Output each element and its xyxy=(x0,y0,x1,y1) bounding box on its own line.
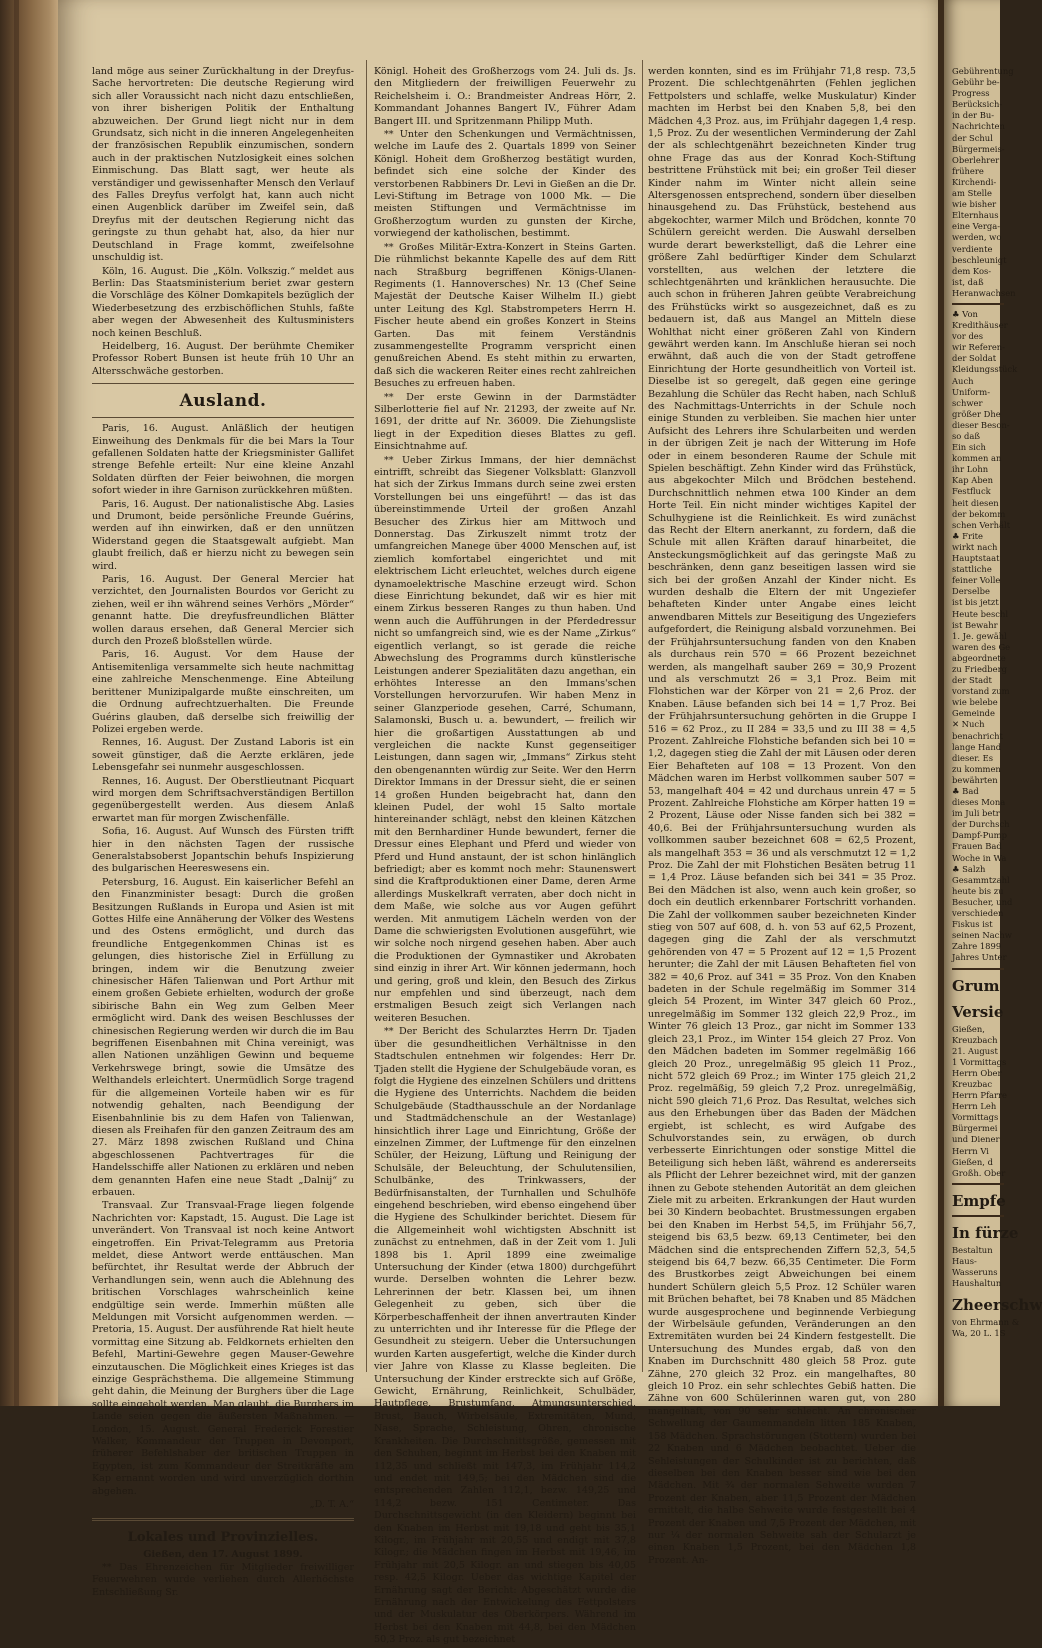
adjacent-line: werden, wo xyxy=(952,232,1002,243)
adjacent-line: Woche in Wa xyxy=(952,852,1007,863)
adjacent-line: seinen Nachw xyxy=(952,930,1012,941)
article-paragraph: werden konnten, sind es im Frühjahr 71,8 resp. 73,5 Prozent. Die schlechtgenährten (Fehlen jeglichen Fettpolsters und schlaffe, welke Muskulatur) Kinder machten im Herbst bei den Knaben 5,8, bei den Mädchen 4,3 Proz. aus, im Frühjahr dagegen 1,4 resp. 1,5 Proz. Zu der wesentlichen Verminderung der Zahl der als schlechtgenährt bezeichneten Kinder trug ohne Frage das aus der Konrad Koch-Stiftung bestrittene Frühstück mit bei; ein großer Teil dieser Kinder nahm im Winter nicht allein seine Altersgenossen entsprechend, sondern über dieselben hinausgehend zu. Das Frühstück, bestehend aus abgekochter, warmer Milch und Brödchen, konnte 70 Schülern gereicht werden. Die Auswahl derselben wurde derart bewerkstelligt, daß die Lehrer eine größere Zahl bedürftiger Kinder dem Schularzt vorstellten, aus welchen der letztere die schlechtgenährten und kränklichen herausuchte. Die auch schon in früheren Jahren geübte Verabreichung des Frühstücks wirkt so ausgezeichnet, daß es zu bedauern ist, daß aus Mangel an Mitteln diese Wohlthat nicht einer größeren Zahl von Kindern gewährt werden kann. Im Anschluße hieran sei noch erwähnt, daß auch die von der Stadt getroffene Einrichtung der Horte gesundheitlich von Vorteil ist. Dieselbe ist so geregelt, daß gegen eine geringe Bezahlung die Schüler das Recht haben, nach Schluß des Nachmittags-Unterrichts in der Schule noch einige Stunden zu verbleiben. Sie machen hier unter Aufsicht des Lehrers ihre Schularbeiten und werden in der übrigen Zeit je nach der Witterung im Hofe oder in einem besonderen Raume der Schule mit Spielen beschäftigt. Zehn Kinder wird das Frühstück, aus abgekochter Milch und Brödchen bestehend. Durchschnittlich nehmen etwa 100 Kinder an dem Horte Teil. Ein nicht minder wichtiges Kapitel der Schulhygiene ist die Reinlichkeit. Es wird zunächst das Recht der Eltern anerkannt, zu fordern, daß die Schule mit allen Kräften darauf hinarbeitet, die Ansteckungsmöglichkeit auf das geringste Maß zu beschränken, denn ganz beseitigen lassen wird sie sich bei der großen Anzahl der Kinder nicht. Es wurden deshalb die Eltern der mit Ungeziefer behafteten Kinder unter Angabe eines leicht anwendbaren Mittels zur Beseitigung des Ungeziefers aufgefordert, die Reinigung alsbald vorzunehmen. Bei der Frühjahrsuntersuchung fanden von den Knaben als durchaus rein 570 = 66 Prozent bezeichnet werden, als mangelhaft sauber 269 = 30,9 Prozent und als verschmutzt 26 = 3,1 Proz. Beim mit Flohstichen war der Körper von 21 = 2,6 Proz. der Knaben. Läuse befanden sich bei 14 = 1,7 Proz. Bei der Frühjahrsuntersuchung gehörten in die Gruppe I 516 = 62 Proz., zu II 284 = 33,5 und zu III 38 = 4,5 Prozent. Zahlreiche Flohstiche befanden sich bei 10 = 1,2, dagegen stieg die Zahl der mit Läusen oder deren Eier Behafteten auf 108 = 13 Prozent. Von den Mädchen waren im Herbst vollkommen sauber 507 = 53, mangelhaft 404 = 42 und durchaus unrein 47 = 5 Prozent. Zahlreiche Flohstiche am Körper hatten 19 = 2 Prozent, Läuse oder Nisse fanden sich bei 382 = 40,6. Bei der Frühjahrsuntersuchung wurden als vollkommen sauber bezeichnet 608 = 62,5 Prozent, als mangelhaft 353 = 36 und als verschmutzt 12 = 1,2 Proz. Die Zahl der mit Flohstichen Besäten betrug 11 = 1,4 Proz. Läuse befanden sich bei 341 = 35 Proz. Bei den Mädchen ist also, wenn auch kein großer, so doch ein deutlich erkennbarer Fortschritt vorhanden. Die Zahl der vollkommen sauber bezeichneten Kinder stieg von 507 auf 608, d. h. von 53 auf 62,5 Prozent, dagegen ging die Zahl der als verschmutzt gehörenden von 47 = 5 Prozent auf 12 = 1,5 Prozent herunter; die Zahl der mit Läusen Behafteten fiel von 382 = 40,6 Proz. auf 341 = 35 Proz. Von den Knaben badeten in der Schule regelmäßig im Sommer 314 gleich 54 Prozent, im Winter 347 gleich 60 Proz., unregelmäßig im Sommer 132 gleich 22,9 Proz., im Winter 76 gleich 13 Proz., gar nicht im Sommer 133 gleich 23,1 Proz., im Winter 154 gleich 27 Proz. Von den Mädchen badeten im Sommer regelmäßig 166 gleich 20 Proz., unregelmäßig 95 gleich 11 Proz., nicht 572 gleich 69 Proz.; im Winter 175 gleich 21,2 Proz. regelmäßig, 59 gleich 7,2 Proz. unregelmäßig, nicht 590 gleich 71,6 Proz. Das Resultat, welches sich aus den Erhebungen über das Baden der Mädchen ergiebt, ist schlecht, es wird Aufgabe des Schulvorstandes sein, zu erwägen, ob durch verbesserte Einrichtungen oder sonstige Mittel die Beteiligung sich heben läßt, während es andererseits als Pflicht der Lehrer bezeichnet wird, mit der ganzen ihnen zu Gebote stehenden Autorität an dem gleichen Ziele mit zu arbeiten. Erkrankungen der Haut wurden bei 30 Kindern beobachtet. Brustmessungen ergaben bei den Knaben im Herbst 54,5, im Frühjahr 56,7, steigend bis 63,5 bezw. 69,13 Centimeter, bei den Mädchen sind die entsprechenden Ziffern 52,3, 54,5 steigend bis 64,7 bezw. 66,35 Centimeter. Die Form des Brustkorbes zeigt Abweichungen bei einem hundert Schülern gleich 5,5 Proz. 12 Schüler waren mit Brüchen behaftet, bei 78 Knaben und 85 Mädchen wurde ausgesprochene und beginnende Verbiegung der Wirbelsäule gefunden, Veränderungen an den Extremitäten wurden bei 24 Kindern festgestellt. Die Untersuchung des Mundes ergab, daß von den Knaben im Durchschnitt 480 gleich 58 Proz. gute Zähne, 270 gleich 32 Proz. ein mangelhaftes, 80 gleich 10 Proz. ein sehr schlechtes Gebiß hatten. Die Zähne von 600 Schülerinnen waren gut, von 280 mangelhaft, von 90 sehr schlecht. An chronischer Schwellung der Gaumenmandeln litten 185 Knaben, 158 Mädchen. Sprachstörungen (Stottern) wurden bei 22 Knaben und 6 Mädchen beobachtet. Ueber die Sehleistungen der Schulkinder ist zu berichten, daß dieselben bei den Knaben besser sind wie bei den Mädchen. Mit ³⁄₄ der normalen Sehweite wurden 7 Prozent der Knaben, aber 11,5 Prozent der Mädchen ermittelt, die halbe Sehweite wurde festgestellt bei 4 Prozent der Knaben und 7,5 Prozent der Mädchen, mit nur ¹⁄₄ der normalen Sehweite sah der Schularzt je einen Knaben 1,5 Prozent, bei den Mädchen 1,8 Prozent. An- xyxy=(648,66,916,1566)
adjacent-line: Gießen, d xyxy=(952,1156,993,1167)
adjacent-line: Herrn Vi xyxy=(952,1145,989,1156)
adjacent-line: feiner Volle xyxy=(952,575,1001,586)
adjacent-line: und Diener xyxy=(952,1134,1000,1145)
adjacent-line: Derselbe xyxy=(952,586,990,597)
article-paragraph: Paris, 16. August. Vor dem Hause der Antisemitenliga versammelte sich heute nachmittag eine zahlreiche Menschenmenge. Eine Abteilung berittener Munizipalgarde mußte einschreiten, um die Ordnung aufrechtzuerhalten. Die Freunde Guérins glauben, daß derselbe sich freiwillig der Polizei ergeben werde. xyxy=(92,649,354,735)
adjacent-line: Festfluck xyxy=(952,486,991,497)
adjacent-line: Ein sich xyxy=(952,442,986,453)
article-paragraph: Rennes, 16. August. Der Oberstlieutnant Picquart wird morgen dem Schriftsachverständigen Bertillon gegenübergestellt werden. Aus diesem Anlaß erwartet man für morgen Zwischenfälle. xyxy=(92,775,354,824)
column-3 xyxy=(648,66,916,1568)
adjacent-line: wie belebe xyxy=(952,697,998,708)
adjacent-line: lange Hand xyxy=(952,741,1002,752)
adjacent-line: Empfe xyxy=(952,1191,1006,1210)
adjacent-line: Wa, 20 L. 1S xyxy=(952,1328,1006,1339)
adjacent-line: Grum xyxy=(952,976,1000,995)
adjacent-line: Wasseruns xyxy=(952,1267,998,1277)
adjacent-line: frühere xyxy=(952,165,984,176)
adjacent-line: Frauen Bad xyxy=(952,841,1002,852)
adjacent-line: Fiskus ist xyxy=(952,919,993,930)
adjacent-line: heute bis zu xyxy=(952,885,1004,896)
adjacent-line: waren des Ge xyxy=(952,641,1011,652)
adjacent-line: 21. August xyxy=(952,1045,998,1056)
adjacent-line: Herrn Ober xyxy=(952,1067,1002,1078)
adjacent-line: benachricht xyxy=(952,730,1003,741)
adjacent-line: Herrn Leh xyxy=(952,1101,997,1112)
adjacent-line: eine Verga- xyxy=(952,221,1001,232)
adjacent-line: Kredithäuser xyxy=(952,320,1008,331)
adjacent-line: bewährten xyxy=(952,774,998,785)
article-paragraph: ** Ueber Zirkus Immans, der hier demnächst eintrifft, schreibt das Siegener Volksblatt: Glanzvoll hat sich der Zirkus Immans durch seine zwei ersten Vorstellungen bei uns eingeführt! — das ist das übereinstimmende Urteil der großen Anzahl Besucher des Zirkus hier am Mittwoch und Donnerstag. Das Zirkuszelt nimmt trotz der umfangreichen Manege über 4000 Menschen auf, ist ziemlich komfortabel eingerichtet und mit elektrischem Licht erleuchtet, welches durch eigene dynamoelektrische Maschine erzeugt wird. Schon diese Einrichtung bekundet, daß wir es hier mit einem Zirkus besseren Ranges zu thun haben. Und wenn auch die Aufführungen in der Pferdedressur nicht so umfangreich sind, wie es der Name „Zirkus“ eigentlich verlangt, so ist gerade die reiche Abwechslung des Programms durch künstlerische Leistungen anderer Spezialitäten dazu angethan, ein erhöhtes Interesse an den Immans'schen Vorstellungen hervorzurufen. Wir haben Menz in seiner Glanzperiode gesehen, Carré, Schumann, Salamonski, Busch u. a. bewundert, — freilich wir hier die großartigen Ausstattungen ab und vergleichen die nackte Kunst gegenseitiger Leistungen, dann sagen wir, „Immans“ Zirkus steht den obengenannten würdig zur Seite. Wer den Herrn Direktor Immans in der Dressur sieht, die er seinen 14 großen Hunden beigebracht hat, dann den kleinen Pudel, der wohl 15 Salto mortale hintereinander schlägt, nebst den kleinen Kätzchen mit den Bernhardiner Hunde bewundert, ferner die Dressur eines Elephant und Pferd und wieder von Pferd und Hund anstaunt, der ist schon hinlänglich befriedigt; aber es kommt noch mehr: Staunenswert sind die Kraftproduktionen einer Dame, deren Arme allerdings Muskelkraft verraten, aber doch nicht in dem Maße, wie solche aus vor Augen geführt werden. Mit anmutigem Lächeln werden von der Dame die schwierigsten Evolutionen ausgeführt, wie wir solche noch nirgend gesehen haben. Aber auch die Produktionen der Gymnastiker und Akrobaten sind einzig in ihrer Art. Wir können jedermann, hoch und gering, groß und klein, den Besuch des Zirkus nur empfehlen und sind überzeugt, nach dem erstmaligen Besuch zeigt sich Verlangen nach weiteren Besuchen. xyxy=(374,454,636,1024)
adjacent-line: ♣ Von xyxy=(952,308,978,319)
adjacent-line: wie bisher xyxy=(952,199,997,210)
adjacent-line: verschieden xyxy=(952,908,1004,919)
adjacent-line: am Stelle xyxy=(952,188,992,199)
article-paragraph: Köln, 16. August. Die „Köln. Volkszig.“ meldet aus Berlin: Das Staatsministerium beriet zwar gestern die Vorschläge des Kölner Domkapitels bezüglich der Wiederbesetzung des erzbischöflichen Stuhls, faßte aber wegen der Abwesenheit des Kultusministers noch keinen Beschluß. xyxy=(92,265,354,339)
adjacent-page xyxy=(944,0,1042,1406)
section-divider xyxy=(92,417,354,418)
adjacent-line: der Soldat xyxy=(952,353,997,364)
adjacent-line: in der Bu- xyxy=(952,110,995,121)
article-paragraph: Paris, 16. August. Der nationalistische Abg. Lasies und Drumont, beide persönliche Freunde Guérins, werden auf ihn einwirken, daß er den unnützen Widerstand gegen die Staatsgewalt aufgiebt. Man glaubt freilich, daß er hierzu nicht zu bewegen sein wird. xyxy=(92,498,354,572)
adjacent-line: Elternhaus xyxy=(952,210,999,221)
adjacent-line: ♣ Frite xyxy=(952,530,983,541)
adjacent-line: wir Referen- xyxy=(952,342,1006,353)
article-paragraph: ** Unter den Schenkungen und Vermächtnissen, welche im Laufe des 2. Quartals 1899 von Seiner Königl. Hoheit dem Großherzog bestätigt wurden, befindet sich eine solche der Kinder des verstorbenen Rabbiners Dr. Levi in Gießen an die Dr. Levi-Stiftung im Betrage von 1000 Mk. — Die meisten Stiftungen und Vermächtnisse im Großherzogtum wurden zu gunsten der Kirche, vorwiegend der katholischen, bestimmt. xyxy=(374,129,636,240)
adjacent-line: zu Friedberg xyxy=(952,663,1007,674)
binding-edge xyxy=(14,0,19,1406)
adjacent-line: Jahres Unter xyxy=(952,952,1007,963)
article-paragraph: Transvaal. Zur Transvaal-Frage liegen folgende Nachrichten vor: Kapstadt, 15. August. Die Lage ist unverändert. Von Transvaal ist noch keine Antwort eingetroffen. Ein Privat-Telegramm aus Pretoria meldet, diese Antwort werde enttäuschen. Man befürchtet, ihr Resultat werde der Abbruch der Verhandlungen sein, wenn auch die Ablehnung des britischen Vorschlages wahrscheinlich keine endgültige sein werde. Immerhin müßten alle Meldungen mit Vorsicht aufgenommen werden. — Pretoria, 15. August. Der ausführende Rat hielt heute vormittag eine Sitzung ab. Feldkornets erhielten den Befehl, Martini-Gewehre gegen Mauser-Gewehre einzutauschen. Die Möglichkeit eines Krieges ist das einzige Gesprächsthema. Die allgemeine Stimmung geht dahin, die Meinung der Burghers über die Lage sollte eingeholt werden. Man glaubt, die Burghers im Lande seien gegen die äußersten Maßnahmen. — London, 15. August. General Frederick Forestier Walker, Kommandeur der Truppen in Devonport, früherer Befehlshaber der britischen Truppen in Egypten, ist zum Kommandeur der Streitkräfte am Kap ernannt worden und wird unverzüglich dorthin abgehen. xyxy=(92,1200,355,1497)
column-2 xyxy=(374,66,636,1648)
article-paragraph: Rennes, 16. August. Der Zustand Laboris ist ein soweit günstiger, daß die Aerzte erklären, jede Lebensgefahr sei nunmehr ausgeschlossen. xyxy=(92,737,354,774)
adjacent-line: Zahre 1899 xyxy=(952,941,1002,952)
adjacent-line: Gebühr be- xyxy=(952,77,1000,88)
adjacent-line: der Schul xyxy=(952,132,993,143)
adjacent-line: ist, daß xyxy=(952,276,984,287)
article-paragraph: Königl. Hoheit des Großherzogs vom 24. Juli ds. Js. den Mitgliedern der freiwilligen Feuerwehr zu Reichelsheim i. O.: Brandmeister Andreas Hörr, 2. Kommandant Johannes Bangert IV., Führer Adam Bangert III. und Spritzenmann Philipp Muth. xyxy=(374,66,636,127)
adjacent-line: Gesammtzahl xyxy=(952,874,1010,885)
adjacent-line: Kreuzbach xyxy=(952,1034,998,1045)
adjacent-line: Zheerschw xyxy=(952,1296,1042,1315)
adjacent-line: Großh. Ober xyxy=(952,1167,1006,1178)
section-divider xyxy=(92,383,354,384)
adjacent-line: zu kommen xyxy=(952,763,1001,774)
adjacent-line: 1 Vormittags xyxy=(952,1056,1007,1067)
adjacent-line: Progress xyxy=(952,88,990,99)
adjacent-line: Herrn Pfarre xyxy=(952,1090,1008,1101)
adjacent-line: Haushaltun xyxy=(952,1278,1002,1289)
adjacent-line: ♣ Salzh xyxy=(952,863,986,874)
article-paragraph: Paris, 16. August. Anläßlich der heutigen Einweihung des Denkmals für die bei Mars la Tour gefallenen Soldaten hatte der Kriegsminister Gallifet strenge Befehle erteilt: Nur eine kleine Anzahl Soldaten dürften der Feier beiwohnen, die morgen sofort wieder in ihre Garnison zurückkehren müßten. xyxy=(92,423,354,497)
adjacent-line: Kirchendi- xyxy=(952,176,997,187)
adjacent-line: Haus- xyxy=(952,1255,977,1266)
adjacent-line: Nachrichten xyxy=(952,121,1005,132)
adjacent-line: größer Dhe xyxy=(952,408,1001,419)
column-1 xyxy=(92,66,354,1600)
adjacent-line: Bürgermei xyxy=(952,1123,998,1134)
article-paragraph: Sofia, 16. August. Auf Wunsch des Fürsten trifft hier in den nächsten Tagen der russische Generalstabsoberst Jopantschin behufs Inspizierung des bulgarischen Heereswesens ein. xyxy=(92,826,354,875)
adjacent-line: stattliche xyxy=(952,564,992,575)
adjacent-line: Besucher, und xyxy=(952,896,1013,907)
adjacent-line: Versie xyxy=(952,1002,1004,1021)
column-rule xyxy=(366,60,367,1372)
adjacent-line: von Ehrmann & xyxy=(952,1317,1020,1328)
adjacent-line: Dampf-Pump xyxy=(952,830,1007,841)
adjacent-divider xyxy=(952,968,1004,970)
adjacent-line: Kreuzbac xyxy=(952,1078,993,1089)
adjacent-line: In fürze xyxy=(952,1223,1019,1242)
adjacent-line: schen Verhält xyxy=(952,519,1011,530)
adjacent-line: Hauptstaat xyxy=(952,553,1000,564)
adjacent-line: Heranwachsen xyxy=(952,287,1016,298)
adjacent-line: dem Kos- xyxy=(952,265,992,276)
adjacent-page-text xyxy=(952,66,1042,1339)
source-signature: „D. T. A.“ xyxy=(309,1499,354,1511)
adjacent-line: ✕ Nuch xyxy=(952,719,985,730)
article-paragraph: ** Der Bericht des Schularztes Herrn Dr. Tjaden über die gesundheitlichen Verhältnisse in den Stadtschulen entnehmen wir folgendes: Herr Dr. Tjaden stellt die Hygiene der Schulgebäude voran, es folgt die Hygiene des einzelnen Schülers und drittens die Hygiene des Unterrichts. Nachdem die beiden Schulgebäude (Stadthausschule an der Nordanlage und Stadtmädchenschule an der Westanlage) hinsichtlich ihrer Lage und Einrichtung, Größe der einzelnen Zimmer, der Luftmenge für den einzelnen Schüler, der Heizung, Lüftung und Reinigung der Schulsäle, der Beleuchtung, der Schulutensilien, Schulbänke, des Trinkwassers, der Bedürfnisanstalten, der Turnhallen und Schulhöfe eingehend beschrieben, wird ebenso eingehend über die Hygiene des Schulkinder berichtet. Diesem für die Allgemeinheit wohl wichtigsten Abschnitt ist zunächst zu entnehmen, daß in der Zeit vom 1. Juli 1898 bis 1. April 1899 eine zweimalige Untersuchung der Kinder (etwa 1800) durchgeführt wurde. Derselben wohnten die Lehrer bezw. Lehrerinnen der betr. Klassen bei, um ihnen Gelegenheit zu geben, sich über die Körperbeschaffenheit der ihnen anvertrauten Kinder zu unterrichten und ihr Interesse für die Pflege der Gesundheit zu steigern. Ueber die Untersuchungen wurden Karten ausgefertigt, welche die Kinder durch vier Jahre von Klasse zu Klasse begleiten. Die Untersuchung der Kinder erstreckte sich auf Größe, Gewicht, Ernährung, Reinlichkeit, Schulbäder, Hautpflege, Brustumfang, Atmungsunterschied, Brust, Bauch, Wirbelsäule, Extremitäten, Mund, Nase, Sprache, Schleistung, Ohren, chronische Krankheiten. Die Durchschnittsgröße, gemessen mit den Schuhen, beginnt im Herbst bei den Knaben mit 112,35 und schließt mit 147,3, im Frühjahr 114,2 und endet mit 149,5; bei den Mädchen sind die entsprechenden Zahlen 112,1, bezw. 149,25 und 114,2 bezw. 151 Centimeter. Das Durchschnittsgewicht (in den Kleidern) beginnt bei den Knaben im Herbst mit 19,18 und geht bis 35,1 Kilogr., im Frühjahr mit 20,55 und endigt mit 37,8 Kilogr.; die Mädchen fingen im Herbst mit 19,46, im Frühjahr mit 20,5 Kilogr. an und stiegen bis 40,05 resp. 42,5 Kilogr. Ueber das wichtige Kapitel der Ernährung sagt der Bericht: Abgeschätzt wurde die Ernährung nach der Entwickelung des Fettpolsters und der Muskulatur des Oberkörpers. Während im Herbst bei den Knaben mit 44,8, bei den Mädchen 50,3 Proz. als gut bezeichnet xyxy=(374,1026,637,1646)
article-paragraph: Paris, 16. August. Der General Mercier hat verzichtet, den Journalisten Bourdos vor Gericht zu ziehen, weil er ihn während seines Verhörs „Mörder“ genannt hatte. Die dreyfusfreundlichen Blätter wollen daraus ersehen, daß General Mercier sich durch den Prozeß bloßstellen würde. xyxy=(92,574,354,648)
adjacent-line: so daß xyxy=(952,431,980,441)
adjacent-line: Gießen, xyxy=(952,1023,985,1034)
adjacent-line: dieses Mona xyxy=(952,797,1006,808)
column-rule xyxy=(642,60,643,1372)
adjacent-line: Bestaltun xyxy=(952,1244,993,1255)
adjacent-line: Gebührentung xyxy=(952,66,1014,76)
article-paragraph: land möge aus seiner Zurückhaltung in der Dreyfus-Sache hervortreten: Die deutsche Regierung wird sich aller Voraussicht nach nicht dazu entschließen, von ihrer bisherigen Politik der Enthaltung abzuweichen. Der Grund liegt nicht nur in dem Grundsatz, sich nicht in die inneren Angelegenheiten der französischen Republik einzumischen, sondern auch in der praktischen Nutzlosigkeit eines solchen Einmischung. Das Blatt sagt, wer heute als verständiger und gewissenhafter Mensch den Verlauf des Falles Dreyfus verfolgt hat, kann auch nicht einen Augenblick darüber im Zweifel sein, daß Dreyfus mit der deutschen Regierung nicht das geringste zu thun gehabt hat, also, da hier nur Deutschland in Frage kommt, zweifelsohne unschuldig ist. xyxy=(92,66,354,264)
article-paragraph: ** Der erste Gewinn in der Darmstädter Silberlotterie fiel auf Nr. 21293, der zweite auf Nr. 1691, der dritte auf Nr. 36009. Die Ziehungsliste liegt in der Expedition dieses Blattes zu gefl. Einsichtnahme auf. xyxy=(374,391,636,453)
adjacent-line: verdiente xyxy=(952,243,993,254)
adjacent-line: schwer xyxy=(952,397,983,408)
adjacent-line: beschleunigt xyxy=(952,254,1007,265)
adjacent-line: Bürgermeis- xyxy=(952,143,1005,154)
article-paragraph: Heidelberg, 16. August. Der berühmte Chemiker Professor Robert Bunsen ist heute früh 10 Uhr an Altersschwäche gestorben. xyxy=(92,340,354,377)
adjacent-line: Uniform- xyxy=(952,386,991,397)
adjacent-line: ist bis jetzt xyxy=(952,597,999,608)
adjacent-line: der bekomm xyxy=(952,508,1006,519)
adjacent-line: Gemeinde xyxy=(952,708,995,719)
article-paragraph: Petersburg, 16. August. Ein kaiserlicher Befehl an den Finanzminister besagt: Durch die großen Besitzungen Rußlands in Europa und Asien ist mit Gottes Hilfe eine Annäherung der Völker des Westens und des Ostens ermöglicht, und durch das freundliche Entgegenkommen Chinas ist es gelungen, dies historische Ziel in Erfüllung zu bringen, indem wir die Benutzung zweier chinesischer Häfen Talienwan und Port Arthur mit einem großen Gebiete erhielten, wodurch der große sibirische Bahn ein Weg zum Gelben Meer ermöglicht wird. Dank des weisen Beschlusses der chinesischen Regierung werden wir durch die im Bau begriffenen Eisenbahnen mit China vereinigt, was allen Nationen unzähligen Gewinn und bequeme Verkehrswege bringt, sowie die Umsätze des Welthandels erleichtert. Unermüdlich Sorge tragend für die allgemeinen Vorteile haben wir es für notwendig gehalten, nach Beendigung der Eisenbahnlinie bis zu dem Hafen von Talienwan, diesen als Freihafen für den ganzen Zeitraum des am 27. März 1898 zwischen Rußland und China abgeschlossenen Pachtvertrages für die Handelsschiffe aller Nationen zu erklären und neben dem genannten Hafen eine neue Stadt „Dalnij“ zu erbauen. xyxy=(92,876,354,1198)
adjacent-line: der Stadt xyxy=(952,675,992,686)
adjacent-line: dieser. Es xyxy=(952,752,994,763)
adjacent-line: Auch xyxy=(952,375,974,386)
adjacent-divider xyxy=(952,303,1004,305)
adjacent-line: wirkt nach xyxy=(952,541,998,552)
adjacent-line: im Juli betr xyxy=(952,808,1000,819)
adjacent-divider xyxy=(952,1183,1004,1185)
adjacent-divider xyxy=(952,1215,1004,1217)
adjacent-line: der Durchsch xyxy=(952,819,1010,830)
adjacent-line: Kleidungsstück xyxy=(952,364,1018,375)
adjacent-line: vorstand zum xyxy=(952,686,1010,697)
adjacent-line: vor des xyxy=(952,331,984,342)
dateline: Gießen, den 17. August 1899. xyxy=(143,1548,303,1560)
section-heading-lokales: Lokales und Provinzielles. xyxy=(127,1529,319,1545)
article-paragraph: ** Das Ehrenzeichen für Mitglieder freiwilliger Feuerwehren wurde verliehen durch Allerhöchste Entschließung Sr. xyxy=(92,1561,354,1598)
adjacent-line: ♣ Bad xyxy=(952,786,979,796)
adjacent-line: ist Bewahr xyxy=(952,619,998,630)
adjacent-line: dieser Beson- xyxy=(952,419,1010,430)
adjacent-line: kommen an xyxy=(952,453,1002,464)
section-heading-ausland: Ausland. xyxy=(179,391,267,412)
adjacent-line: Vormittags xyxy=(952,1112,999,1123)
adjacent-line: Berücksich- xyxy=(952,99,1003,110)
adjacent-line: Kap Aben xyxy=(952,475,994,486)
adjacent-line: heit diesen xyxy=(952,497,999,508)
adjacent-line: Oberlehrer xyxy=(952,154,1000,165)
section-divider xyxy=(92,1518,354,1521)
book-binding xyxy=(0,0,58,1406)
adjacent-line: ihr Lohn xyxy=(952,464,989,475)
adjacent-line: 1. Je. gewähl xyxy=(952,630,1007,641)
adjacent-line: Heute beschl xyxy=(952,608,1009,619)
adjacent-line: abgeordnete xyxy=(952,652,1006,663)
article-paragraph: ** Großes Militär-Extra-Konzert in Steins Garten. Die rühmlichst bekannte Kapelle des auf dem Ritt nach Straßburg begriffenen Königs-Ulanen-Regiments (1. Hannoversches) Nr. 13 (Chef Seine Majestät der Deutsche Kaiser Wilhelm II.) giebt unter Leitung des Kgl. Stabstrompeters Herrn H. Fischer heute abend ein großes Konzert in Steins Garten. Das mit feinem Verständnis zusammengestellte Programm verspricht einen genußreichen Abend. Es steht mithin zu erwarten, daß sich die wackeren Reiter eines recht zahlreichen Besuches zu erfreuen haben. xyxy=(374,241,636,390)
